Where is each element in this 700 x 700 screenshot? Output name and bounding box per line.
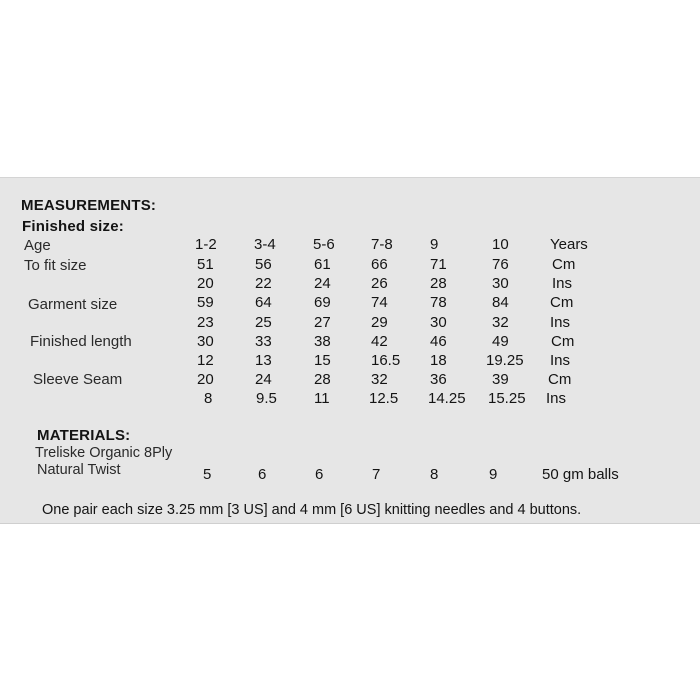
table-cell: 66 xyxy=(371,256,388,273)
table-cell: 15 xyxy=(314,352,331,369)
table-cell: 36 xyxy=(430,371,447,388)
table-cell: 19.25 xyxy=(486,352,524,369)
table-cell: 20 xyxy=(197,371,214,388)
yarn-balls-cell: 7 xyxy=(372,466,381,483)
table-cell: 51 xyxy=(197,256,214,273)
table-cell: 76 xyxy=(492,256,509,273)
yarn-balls-cell: 5 xyxy=(203,466,212,483)
table-cell: 74 xyxy=(371,294,388,311)
unit-cell: Ins xyxy=(552,275,573,292)
table-cell: 13 xyxy=(255,352,272,369)
table-cell: 9.5 xyxy=(256,390,277,407)
yarn-balls-cell: 8 xyxy=(430,466,439,483)
table-cell: 78 xyxy=(430,294,447,311)
row-label-age: Age xyxy=(24,237,51,254)
table-cell: 8 xyxy=(204,390,213,407)
unit-cell: Years xyxy=(550,236,588,253)
unit-cell: Cm xyxy=(550,294,574,311)
row-label-sleeve-seam: Sleeve Seam xyxy=(33,371,123,388)
table-cell: 28 xyxy=(430,275,447,292)
unit-cell: Ins xyxy=(550,314,571,331)
table-cell: 32 xyxy=(371,371,388,388)
table-cell: 39 xyxy=(492,371,509,388)
row-label-to-fit-size: To fit size xyxy=(24,257,87,274)
table-cell: 5-6 xyxy=(313,236,335,253)
table-cell: 46 xyxy=(430,333,447,350)
materials-heading: MATERIALS: xyxy=(37,427,131,444)
unit-cell: Cm xyxy=(551,333,575,350)
unit-cell: Cm xyxy=(552,256,576,273)
table-cell: 10 xyxy=(492,236,509,253)
table-cell: 26 xyxy=(371,275,388,292)
table-cell: 14.25 xyxy=(428,390,466,407)
table-cell: 56 xyxy=(255,256,272,273)
table-cell: 9 xyxy=(430,236,439,253)
measurements-card xyxy=(0,177,700,524)
table-cell: 3-4 xyxy=(254,236,276,253)
table-cell: 22 xyxy=(255,275,272,292)
table-cell: 7-8 xyxy=(371,236,393,253)
yarn-balls-cell: 9 xyxy=(489,466,498,483)
unit-cell: Cm xyxy=(548,371,572,388)
table-cell: 20 xyxy=(197,275,214,292)
table-cell: 11 xyxy=(314,390,330,407)
table-cell: 84 xyxy=(492,294,509,311)
yarn-balls-cell: 6 xyxy=(315,466,324,483)
table-cell: 12.5 xyxy=(369,390,399,407)
table-cell: 59 xyxy=(197,294,214,311)
table-cell: 32 xyxy=(492,314,509,331)
table-cell: 42 xyxy=(371,333,388,350)
table-cell: 71 xyxy=(430,256,447,273)
table-cell: 61 xyxy=(314,256,331,273)
table-cell: 1-2 xyxy=(195,236,217,253)
table-cell: 30 xyxy=(492,275,509,292)
table-cell: 25 xyxy=(255,314,272,331)
table-cell: 12 xyxy=(197,352,214,369)
table-cell: 15.25 xyxy=(488,390,526,407)
table-cell: 27 xyxy=(314,314,331,331)
measurements-heading: MEASUREMENTS: xyxy=(21,197,157,214)
table-cell: 24 xyxy=(314,275,331,292)
table-cell: 30 xyxy=(430,314,447,331)
yarn-unit: 50 gm balls xyxy=(542,466,619,483)
table-cell: 38 xyxy=(314,333,331,350)
row-label-finished-length: Finished length xyxy=(30,333,132,350)
table-cell: 64 xyxy=(255,294,272,311)
table-cell: 33 xyxy=(255,333,272,350)
yarn-name: Treliske Organic 8Ply xyxy=(35,445,173,461)
table-cell: 30 xyxy=(197,333,214,350)
table-cell: 24 xyxy=(255,371,272,388)
table-cell: 18 xyxy=(430,352,447,369)
row-label-garment-size: Garment size xyxy=(28,296,118,313)
finished-size-heading: Finished size: xyxy=(22,218,124,235)
table-cell: 29 xyxy=(371,314,388,331)
table-cell: 49 xyxy=(492,333,509,350)
unit-cell: Ins xyxy=(546,390,567,407)
yarn-color: Natural Twist xyxy=(37,462,121,478)
needles-note: One pair each size 3.25 mm [3 US] and 4 mm [6 US] knitting needles and 4 buttons. xyxy=(42,502,582,518)
unit-cell: Ins xyxy=(550,352,571,369)
table-cell: 23 xyxy=(197,314,214,331)
table-cell: 69 xyxy=(314,294,331,311)
table-cell: 28 xyxy=(314,371,331,388)
table-cell: 16.5 xyxy=(371,352,401,369)
yarn-balls-cell: 6 xyxy=(258,466,267,483)
